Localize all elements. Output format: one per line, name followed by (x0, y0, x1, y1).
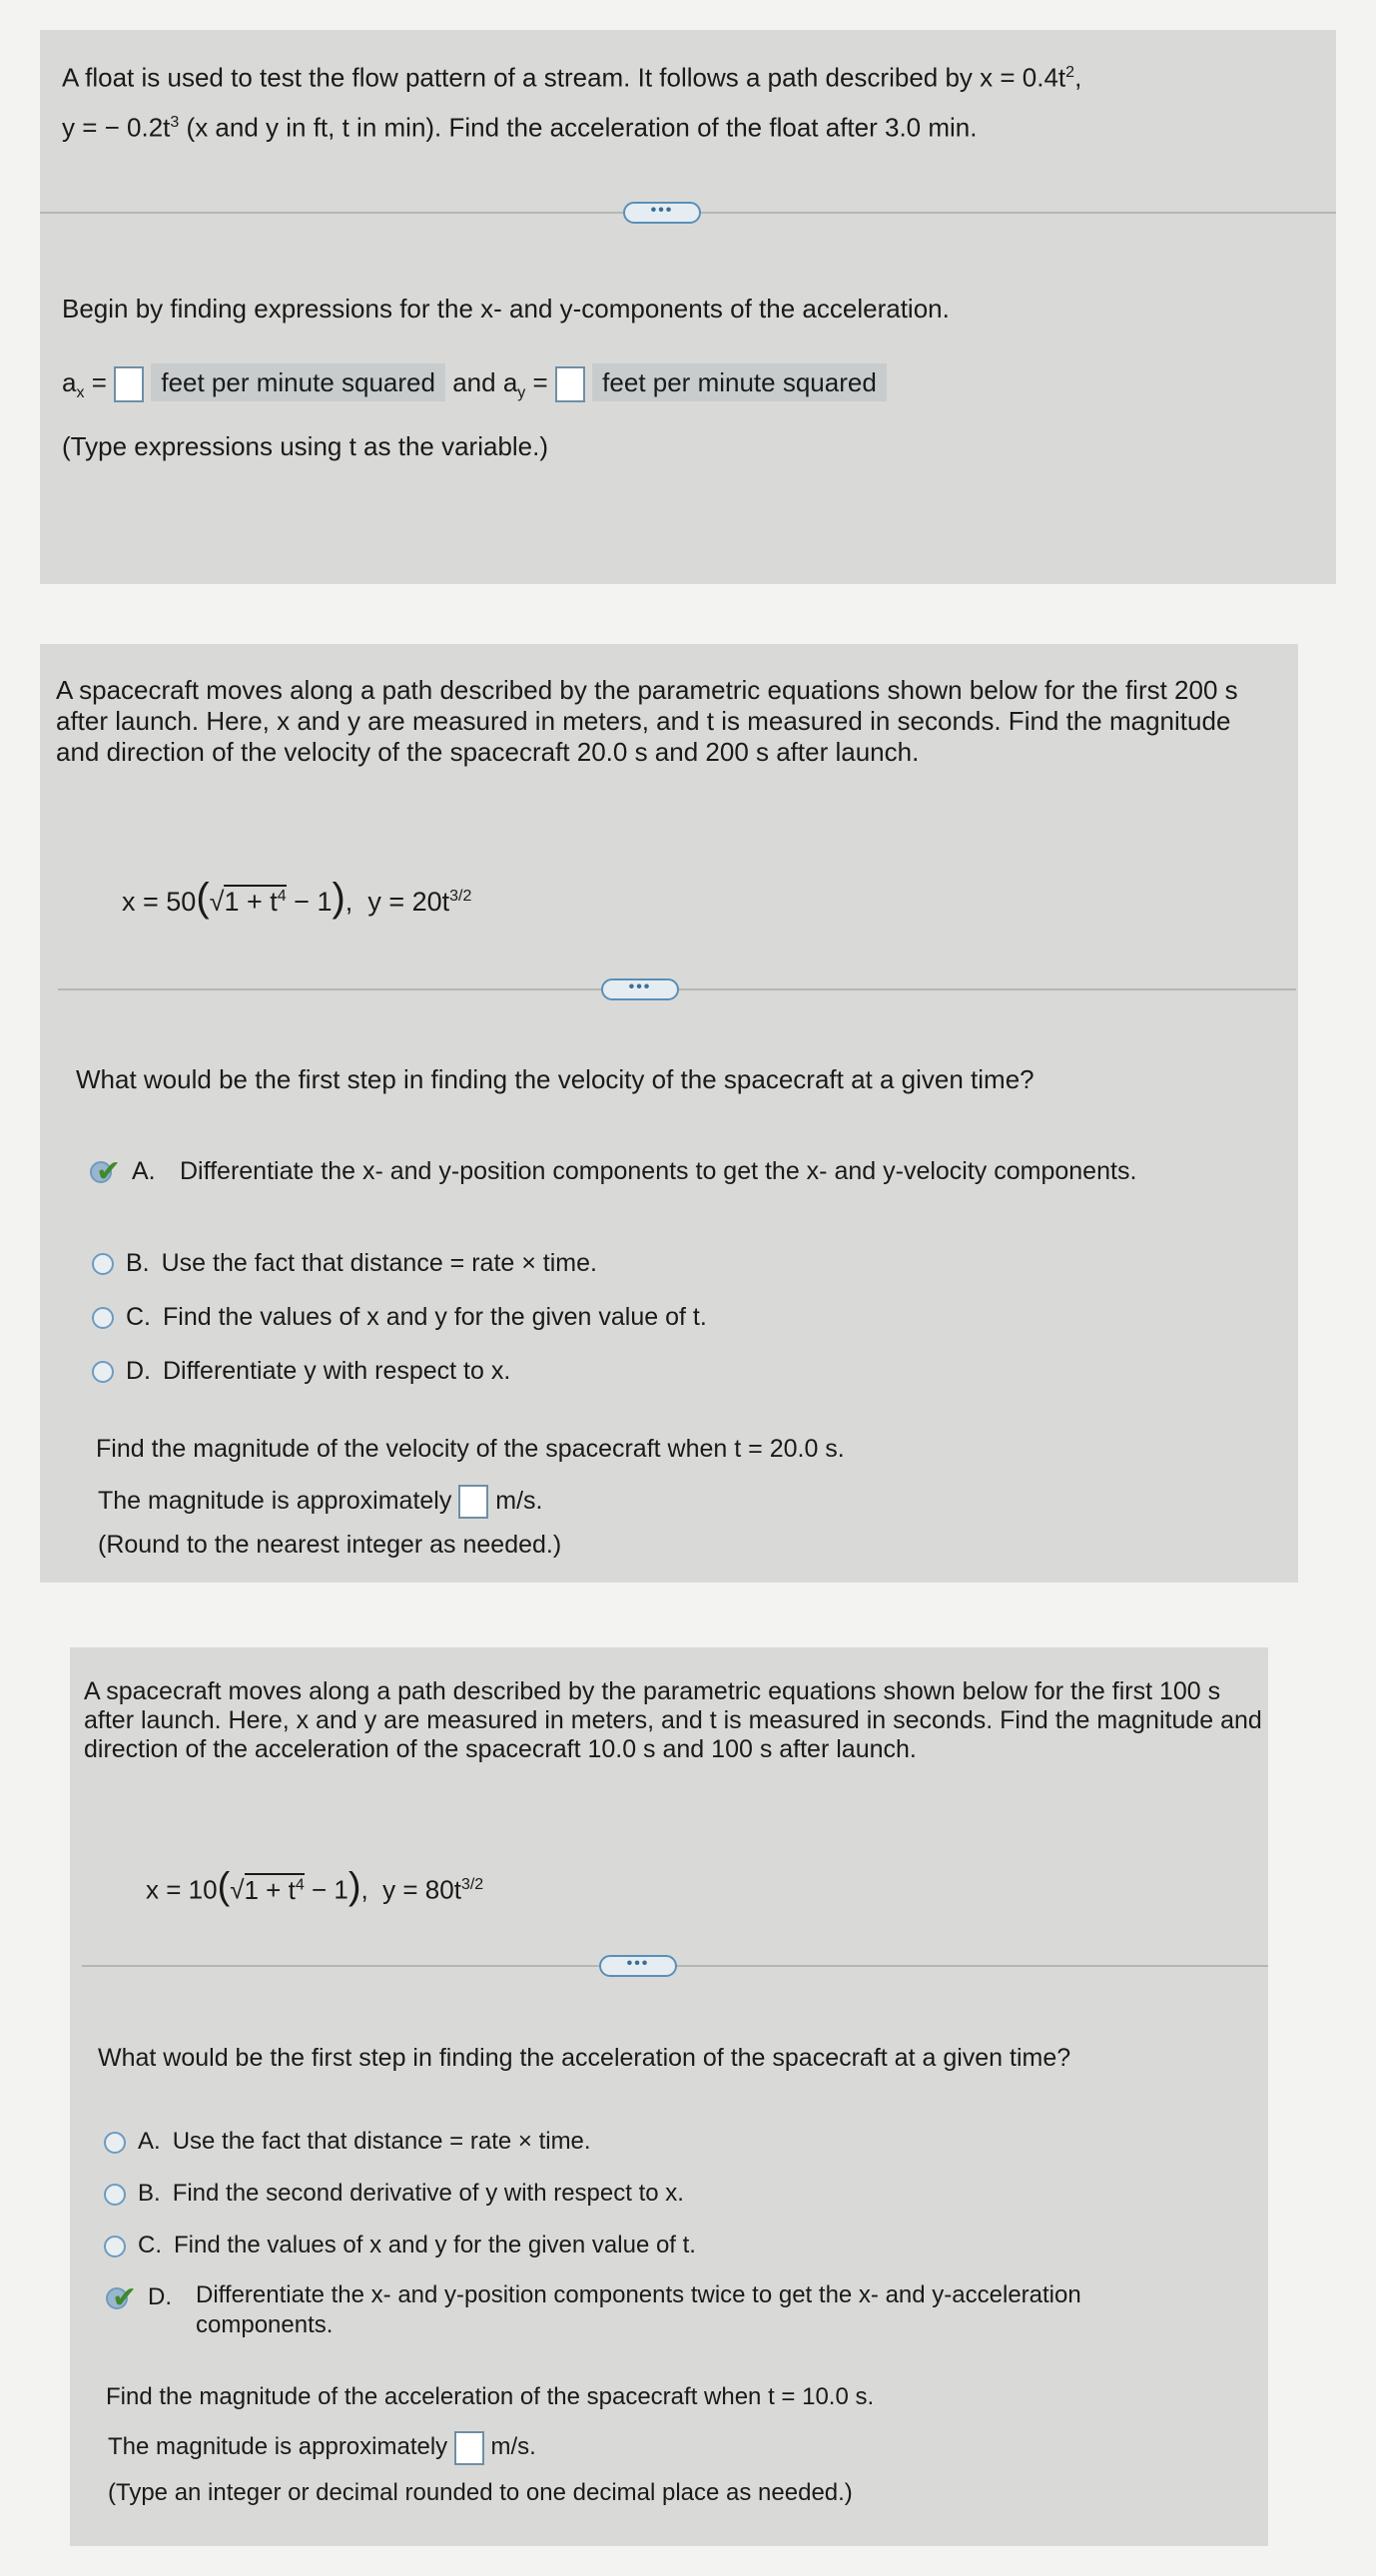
selected-check-icon: ✔ (88, 1157, 128, 1187)
problem3-option-d[interactable]: ✔ D. (104, 2280, 184, 2314)
ax-input[interactable] (114, 366, 144, 402)
problem2-equation: $x = 50(√1 + t^4 - 1)$, $y = 20t^{3/2}$ (122, 876, 472, 920)
problem2-answer-row: The magnitude is approximately m/s. (98, 1484, 542, 1519)
problem3-step-question: What would be the first step in finding the acceleration of the spacecraft at a given time? (98, 2044, 1071, 2072)
radio-icon (92, 1253, 114, 1275)
problem2-option-b[interactable]: B. Use the fact that distance = rate × time. (92, 1246, 597, 1280)
problem1-answer-row: $a_x$ = feet per minute squared and $a_y$ = feet per minute squared (62, 363, 887, 410)
problem3-equation: $x = 10(√1 + t^4 - 1)$, $y = 80t^{3/2}$ (146, 1865, 484, 1908)
radio-icon (92, 1307, 114, 1329)
problem3-question: A spacecraft moves along a path described by the parametric equations shown below for the first 100 s after launch. Here, x and y are measured in meters, and t is measured in seconds. Find the magnitude and direction of the acceleration of the spacecraft 10.0 s and 100 s after launch. (84, 1677, 1262, 1763)
problem3-option-d-text: Differentiate the x- and y-position components twice to get the x- and y-acceleration components. (196, 2281, 1081, 2338)
radio-icon (104, 2184, 126, 2206)
velocity-magnitude-input[interactable] (458, 1485, 488, 1519)
problem1-hint: (Type expressions using t as the variable.) (62, 431, 549, 461)
problem1-instruction: Begin by finding expressions for the x- and y-components of the acceleration. (62, 294, 950, 323)
problem2-option-d[interactable]: D. Differentiate y with respect to x. (92, 1354, 510, 1388)
ax-unit: feet per minute squared (151, 363, 445, 401)
problem1-more-button[interactable]: ••• (623, 202, 701, 224)
problem3-rounding: (Type an integer or decimal rounded to one decimal place as needed.) (108, 2479, 853, 2506)
problem1-question-line1: A float is used to test the flow pattern of a stream. It follows a path described by $x = 0.4t^2$, (62, 62, 1082, 93)
problem3-option-b[interactable]: B. Find the second derivative of y with respect to x. (104, 2177, 684, 2211)
problem3-option-a[interactable]: A. Use the fact that distance = rate × time. (104, 2125, 591, 2159)
ax-label: $a_x$ (62, 367, 85, 402)
problem3-answer-row: The magnitude is approximately m/s. (108, 2430, 536, 2465)
problem3-magnitude-prompt: Find the magnitude of the acceleration of the spacecraft when t = 10.0 s. (106, 2383, 875, 2410)
acceleration-magnitude-input[interactable] (454, 2431, 484, 2465)
problem1-question-line2: y = − $0.2t^3$ (x and y in ft, t in min). Find the acceleration of the float after 3.0 min. (62, 112, 978, 143)
problem2-option-a-text: Differentiate the x- and y-position components to get the x- and y-velocity components. (180, 1157, 1137, 1185)
problem2-option-c[interactable]: C. Find the values of x and y for the given value of t. (92, 1300, 707, 1334)
problem3-more-button[interactable]: ••• (599, 1955, 677, 1977)
ay-label: $a_y$ (502, 367, 526, 402)
problem2-rounding: (Round to the nearest integer as needed.) (98, 1531, 562, 1559)
radio-icon (104, 2236, 126, 2257)
selected-check-icon: ✔ (104, 2283, 144, 2313)
problem3-option-c[interactable]: C. Find the values of x and y for the given value of t. (104, 2229, 696, 2262)
ay-input[interactable] (555, 366, 585, 402)
problem2-magnitude-prompt: Find the magnitude of the velocity of the spacecraft when t = 20.0 s. (96, 1435, 845, 1463)
problem2-more-button[interactable]: ••• (601, 978, 679, 1000)
problem2-option-a[interactable]: ✔ A. (88, 1154, 168, 1188)
radio-icon (92, 1361, 114, 1383)
ay-unit: feet per minute squared (592, 363, 887, 401)
problem2-step-question: What would be the first step in finding the velocity of the spacecraft at a given time? (76, 1064, 1034, 1094)
radio-icon (104, 2132, 126, 2154)
problem2-question: A spacecraft moves along a path described by the parametric equations shown below for the first 200 s after launch. Here, x and y are measured in meters, and t is measured in seconds. Find the magnitude and direction of the velocity of the spacecraft 20.0 s and 200 s after launch. (56, 675, 1238, 767)
